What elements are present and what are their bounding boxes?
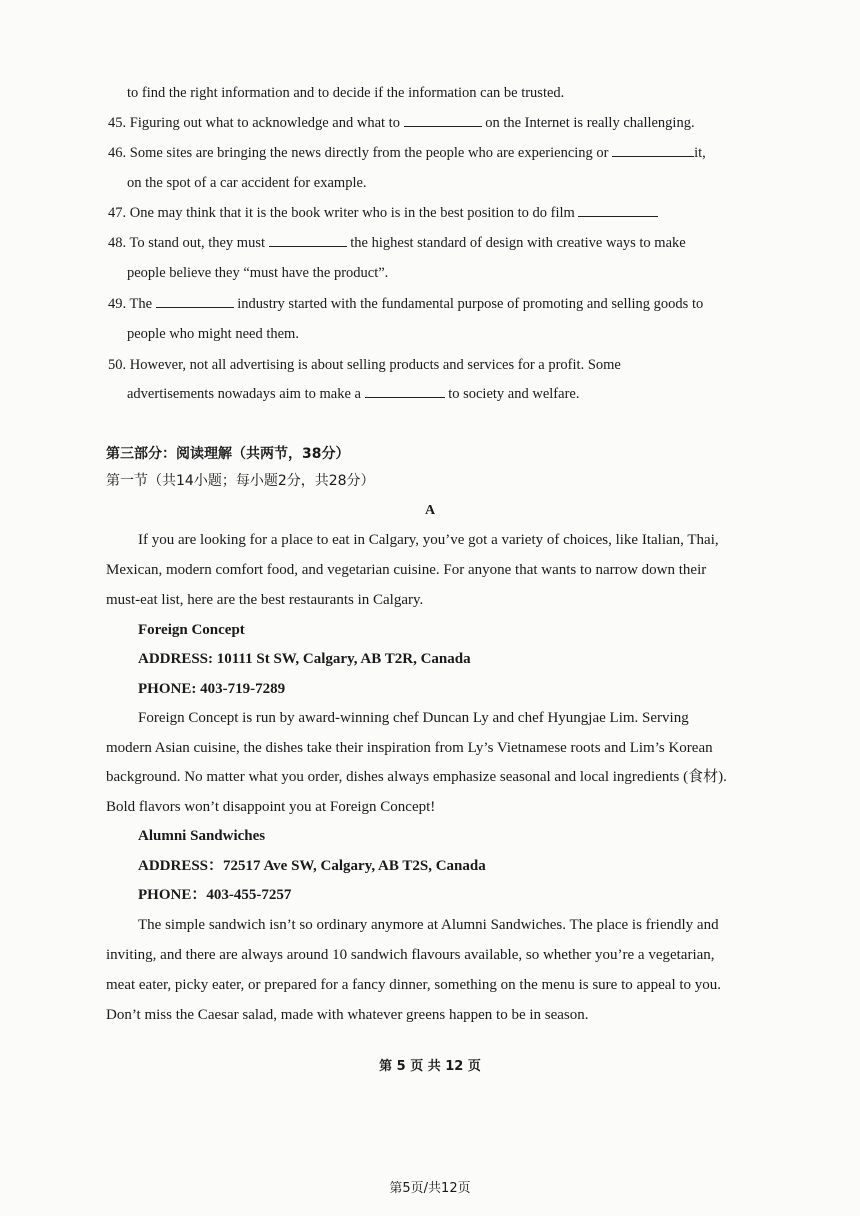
question-46-continuation bbox=[127, 174, 367, 192]
question-49-continuation bbox=[127, 325, 299, 343]
restaurant-2-name: Alumni Sandwiches bbox=[138, 828, 266, 844]
answer-blank bbox=[404, 114, 482, 127]
text: it, bbox=[694, 145, 706, 161]
text: to society and welfare. bbox=[448, 386, 580, 402]
restaurant-2-desc-line-3: meat eater, picky eater, or prepared for a fancy dinner, something on the menu is sure to appeal to you. bbox=[106, 977, 722, 993]
question-44-continuation bbox=[127, 84, 564, 102]
restaurant-2-phone: PHONE：403-455-7257 bbox=[138, 887, 292, 903]
question-47 bbox=[108, 204, 658, 222]
answer-blank bbox=[269, 234, 347, 247]
passage-label: A bbox=[424, 503, 436, 518]
text: 46. Some sites are bringing the news directly from the people who are experiencing or bbox=[108, 145, 609, 161]
section-1-heading: 第一节（共14小题；每小题2分，共28分） bbox=[106, 473, 375, 489]
text: people who might need them. bbox=[127, 326, 299, 342]
restaurant-2-address: ADDRESS：72517 Ave SW, Calgary, AB T2S, Canada bbox=[138, 858, 486, 874]
text: people believe they “must have the product”. bbox=[127, 265, 389, 281]
restaurant-2-desc-line-4: Don’t miss the Caesar salad, made with whatever greens happen to be in season. bbox=[106, 1007, 589, 1023]
answer-blank bbox=[156, 295, 234, 308]
answer-blank bbox=[612, 144, 694, 157]
question-46 bbox=[108, 144, 706, 162]
restaurant-1-phone: PHONE: 403-719-7289 bbox=[138, 681, 286, 697]
text: 50. However, not all advertising is about selling products and services for a profit. Some bbox=[108, 357, 621, 373]
text: on the spot of a car accident for example. bbox=[127, 175, 367, 191]
question-50 bbox=[108, 356, 621, 374]
passage-intro-line-3: must-eat list, here are the best restaurants in Calgary. bbox=[106, 592, 424, 608]
answer-blank bbox=[365, 385, 445, 398]
text: 47. One may think that it is the book writer who is in the best position to do film bbox=[108, 205, 575, 221]
question-50-continuation bbox=[127, 385, 579, 403]
question-49 bbox=[108, 295, 703, 313]
restaurant-1-desc-line-1: Foreign Concept is run by award-winning chef Duncan Ly and chef Hyungjae Lim. Serving bbox=[138, 710, 689, 726]
question-45 bbox=[108, 114, 695, 132]
text: advertisements nowadays aim to make a bbox=[127, 386, 361, 402]
part-3-heading: 第三部分：阅读理解（共两节，38分） bbox=[106, 446, 350, 462]
question-48-continuation bbox=[127, 264, 388, 282]
passage-intro-line-1: If you are looking for a place to eat in Calgary, you’ve got a variety of choices, like Italian, Thai, bbox=[138, 532, 719, 548]
restaurant-2-desc-line-1: The simple sandwich isn’t so ordinary anymore at Alumni Sandwiches. The place is friendly and bbox=[138, 917, 719, 933]
page-number-printed: 第 5 页 共 12 页 bbox=[379, 1059, 481, 1074]
text: the highest standard of design with creative ways to make bbox=[350, 235, 686, 251]
restaurant-1-name: Foreign Concept bbox=[138, 622, 245, 638]
restaurant-1-desc-line-3: background. No matter what you order, dishes always emphasize seasonal and local ingredients (食材). bbox=[106, 769, 727, 785]
restaurant-1-address: ADDRESS: 10111 St SW, Calgary, AB T2R, Canada bbox=[138, 651, 471, 667]
text: on the Internet is really challenging. bbox=[485, 115, 695, 131]
restaurant-2-desc-line-2: inviting, and there are always around 10 sandwich flavours available, so whether you’re a vegetarian, bbox=[106, 947, 715, 963]
question-48 bbox=[108, 234, 686, 252]
passage-intro-line-2: Mexican, modern comfort food, and vegetarian cuisine. For anyone that wants to narrow down their bbox=[106, 562, 707, 578]
restaurant-1-desc-line-2: modern Asian cuisine, the dishes take their inspiration from Ly’s Vietnamese roots and Lim’s Korean bbox=[106, 740, 713, 756]
page-number-footer: 第5页/共12页 bbox=[389, 1181, 471, 1196]
text: 48. To stand out, they must bbox=[108, 235, 266, 251]
restaurant-1-desc-line-4: Bold flavors won’t disappoint you at Foreign Concept! bbox=[106, 799, 436, 815]
answer-blank bbox=[578, 204, 658, 217]
text: to find the right information and to decide if the information can be trusted. bbox=[127, 85, 565, 101]
text: 45. Figuring out what to acknowledge and what to bbox=[108, 115, 400, 131]
text: 49. The bbox=[108, 296, 153, 312]
text: industry started with the fundamental purpose of promoting and selling goods to bbox=[237, 296, 704, 312]
